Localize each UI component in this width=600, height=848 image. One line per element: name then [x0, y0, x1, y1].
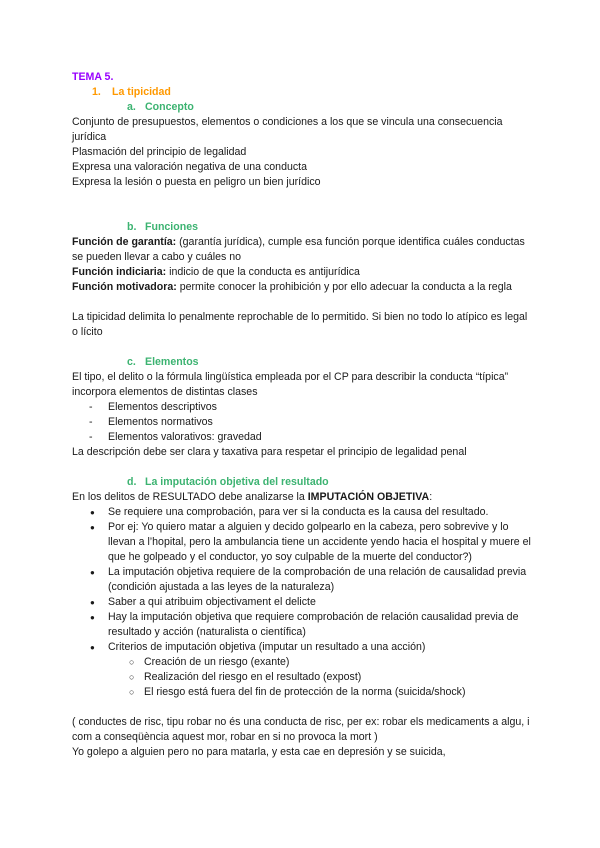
subheading-title: Concepto — [145, 101, 194, 113]
funcion-motivadora — [72, 280, 532, 295]
paragraph: ( conductes de risc, tipu robar no és una conducta de risc, per ex: robar els medicaments a algu, i com a conseqüència aquest mor, robar en si no provoca la mort ) — [72, 716, 530, 743]
subheading-funciones — [72, 220, 532, 235]
list-item: - Elementos normativos — [89, 416, 213, 428]
bullet-marker: ● — [90, 598, 95, 607]
term-text: (garantía jurídica), cumple esa función porque identifica cuáles conductas se pueden llevar a cabo y cuáles no — [72, 236, 525, 263]
section-number: 1. — [92, 86, 101, 98]
sub-bullet-item: ○ Creación de un riesgo (exante) — [129, 656, 290, 668]
term-label: Función de garantía: — [72, 236, 177, 248]
subheading-title: Elementos — [145, 356, 199, 368]
term-label: Función indiciaria: — [72, 266, 167, 278]
term-text: indicio de que la conducta es antijurídica — [166, 266, 360, 278]
bullet-item: ● Criterios de imputación objetiva (imputar un resultado a una acción) — [90, 641, 426, 653]
sub-bullet-item: ○ El riesgo está fuera del fin de protección de la norma (suicida/shock) — [129, 686, 466, 698]
bullet-marker: ● — [90, 613, 95, 622]
section-heading-tipicidad — [72, 85, 532, 100]
bullet-item: ● Hay la imputación objetiva que requiere comprobación de relación causalidad previa de resultado y acción (naturalista o científica) — [90, 611, 519, 638]
paragraph: Yo golepo a alguien pero no para matarla, y esta cae en depresión y se suicida, — [72, 746, 446, 758]
dash-marker: - — [89, 416, 93, 428]
paragraph: La descripción debe ser clara y taxativa para respetar el principio de legalidad penal — [72, 446, 467, 458]
paragraph: Expresa la lesión o puesta en peligro un bien jurídico — [72, 176, 321, 188]
subheading-number: c. — [127, 356, 136, 368]
list-item: - Elementos descriptivos — [89, 401, 217, 413]
section-title: La tipicidad — [112, 86, 171, 98]
term-label: Función motivadora: — [72, 281, 177, 293]
topic-heading: TEMA 5. — [72, 71, 114, 83]
subheading-number: d. — [127, 476, 137, 488]
subheading-elementos — [72, 355, 532, 370]
circle-marker: ○ — [129, 672, 135, 682]
paragraph: En los delitos de RESULTADO debe analizarse la IMPUTACIÓN OBJETIVA: — [72, 491, 433, 503]
funcion-indiciaria — [72, 265, 532, 280]
list-item: - Elementos valorativos: gravedad — [89, 431, 262, 443]
bullet-marker: ● — [90, 643, 95, 652]
paragraph: Conjunto de presupuestos, elementos o condiciones a los que se vincula una consecuencia jurídica — [72, 116, 503, 143]
term-text: permite conocer la prohibición y por ello adecuar la conducta a la regla — [176, 281, 512, 293]
bullet-item: ● Por ej: Yo quiero matar a alguien y decido golpearlo en la cabeza, pero sobrevive y lo llevan a l’hopital, pero la ambulancia tiene un accidente yendo hacia el hospital y muere el que he golpeado y el conductor, yo soy culpable de la muerte del conductor?) — [90, 521, 531, 563]
funcion-garantia — [72, 235, 532, 265]
bullet-marker: ● — [90, 523, 95, 532]
paragraph: Plasmación del principio de legalidad — [72, 146, 247, 158]
emphasis: IMPUTACIÓN OBJETIVA — [307, 491, 430, 503]
subheading-title: La imputación objetiva del resultado — [145, 476, 329, 488]
bullet-item: ● La imputación objetiva requiere de la comprobación de una relación de causalidad previa (condición ajustada a las leyes de la naturaleza) — [90, 566, 527, 593]
subheading-number: a. — [127, 101, 136, 113]
subheading-imputacion — [72, 475, 532, 490]
bullet-item: ● Saber a qui atribuim objectivament el delicte — [90, 596, 316, 608]
bullet-marker: ● — [90, 568, 95, 577]
subheading-number: b. — [127, 221, 137, 233]
paragraph: El tipo, el delito o la fórmula lingüística empleada por el CP para describir la conducta “típica” incorpora elementos de distintas clases — [72, 371, 509, 398]
paragraph: La tipicidad delimita lo penalmente reprochable de lo permitido. Si bien no todo lo atípico es legal o lícito — [72, 311, 528, 338]
sub-bullet-item: ○ Realización del riesgo en el resultado (expost) — [129, 671, 362, 683]
dash-marker: - — [89, 431, 93, 443]
circle-marker: ○ — [129, 687, 135, 697]
subheading-title: Funciones — [145, 221, 198, 233]
document-page — [72, 70, 532, 760]
paragraph: Expresa una valoración negativa de una conducta — [72, 161, 307, 173]
dash-marker: - — [89, 401, 93, 413]
bullet-marker: ● — [90, 508, 95, 517]
subheading-concepto — [72, 100, 532, 115]
bullet-item: ● Se requiere una comprobación, para ver si la conducta es la causa del resultado. — [90, 506, 489, 518]
circle-marker: ○ — [129, 657, 135, 667]
